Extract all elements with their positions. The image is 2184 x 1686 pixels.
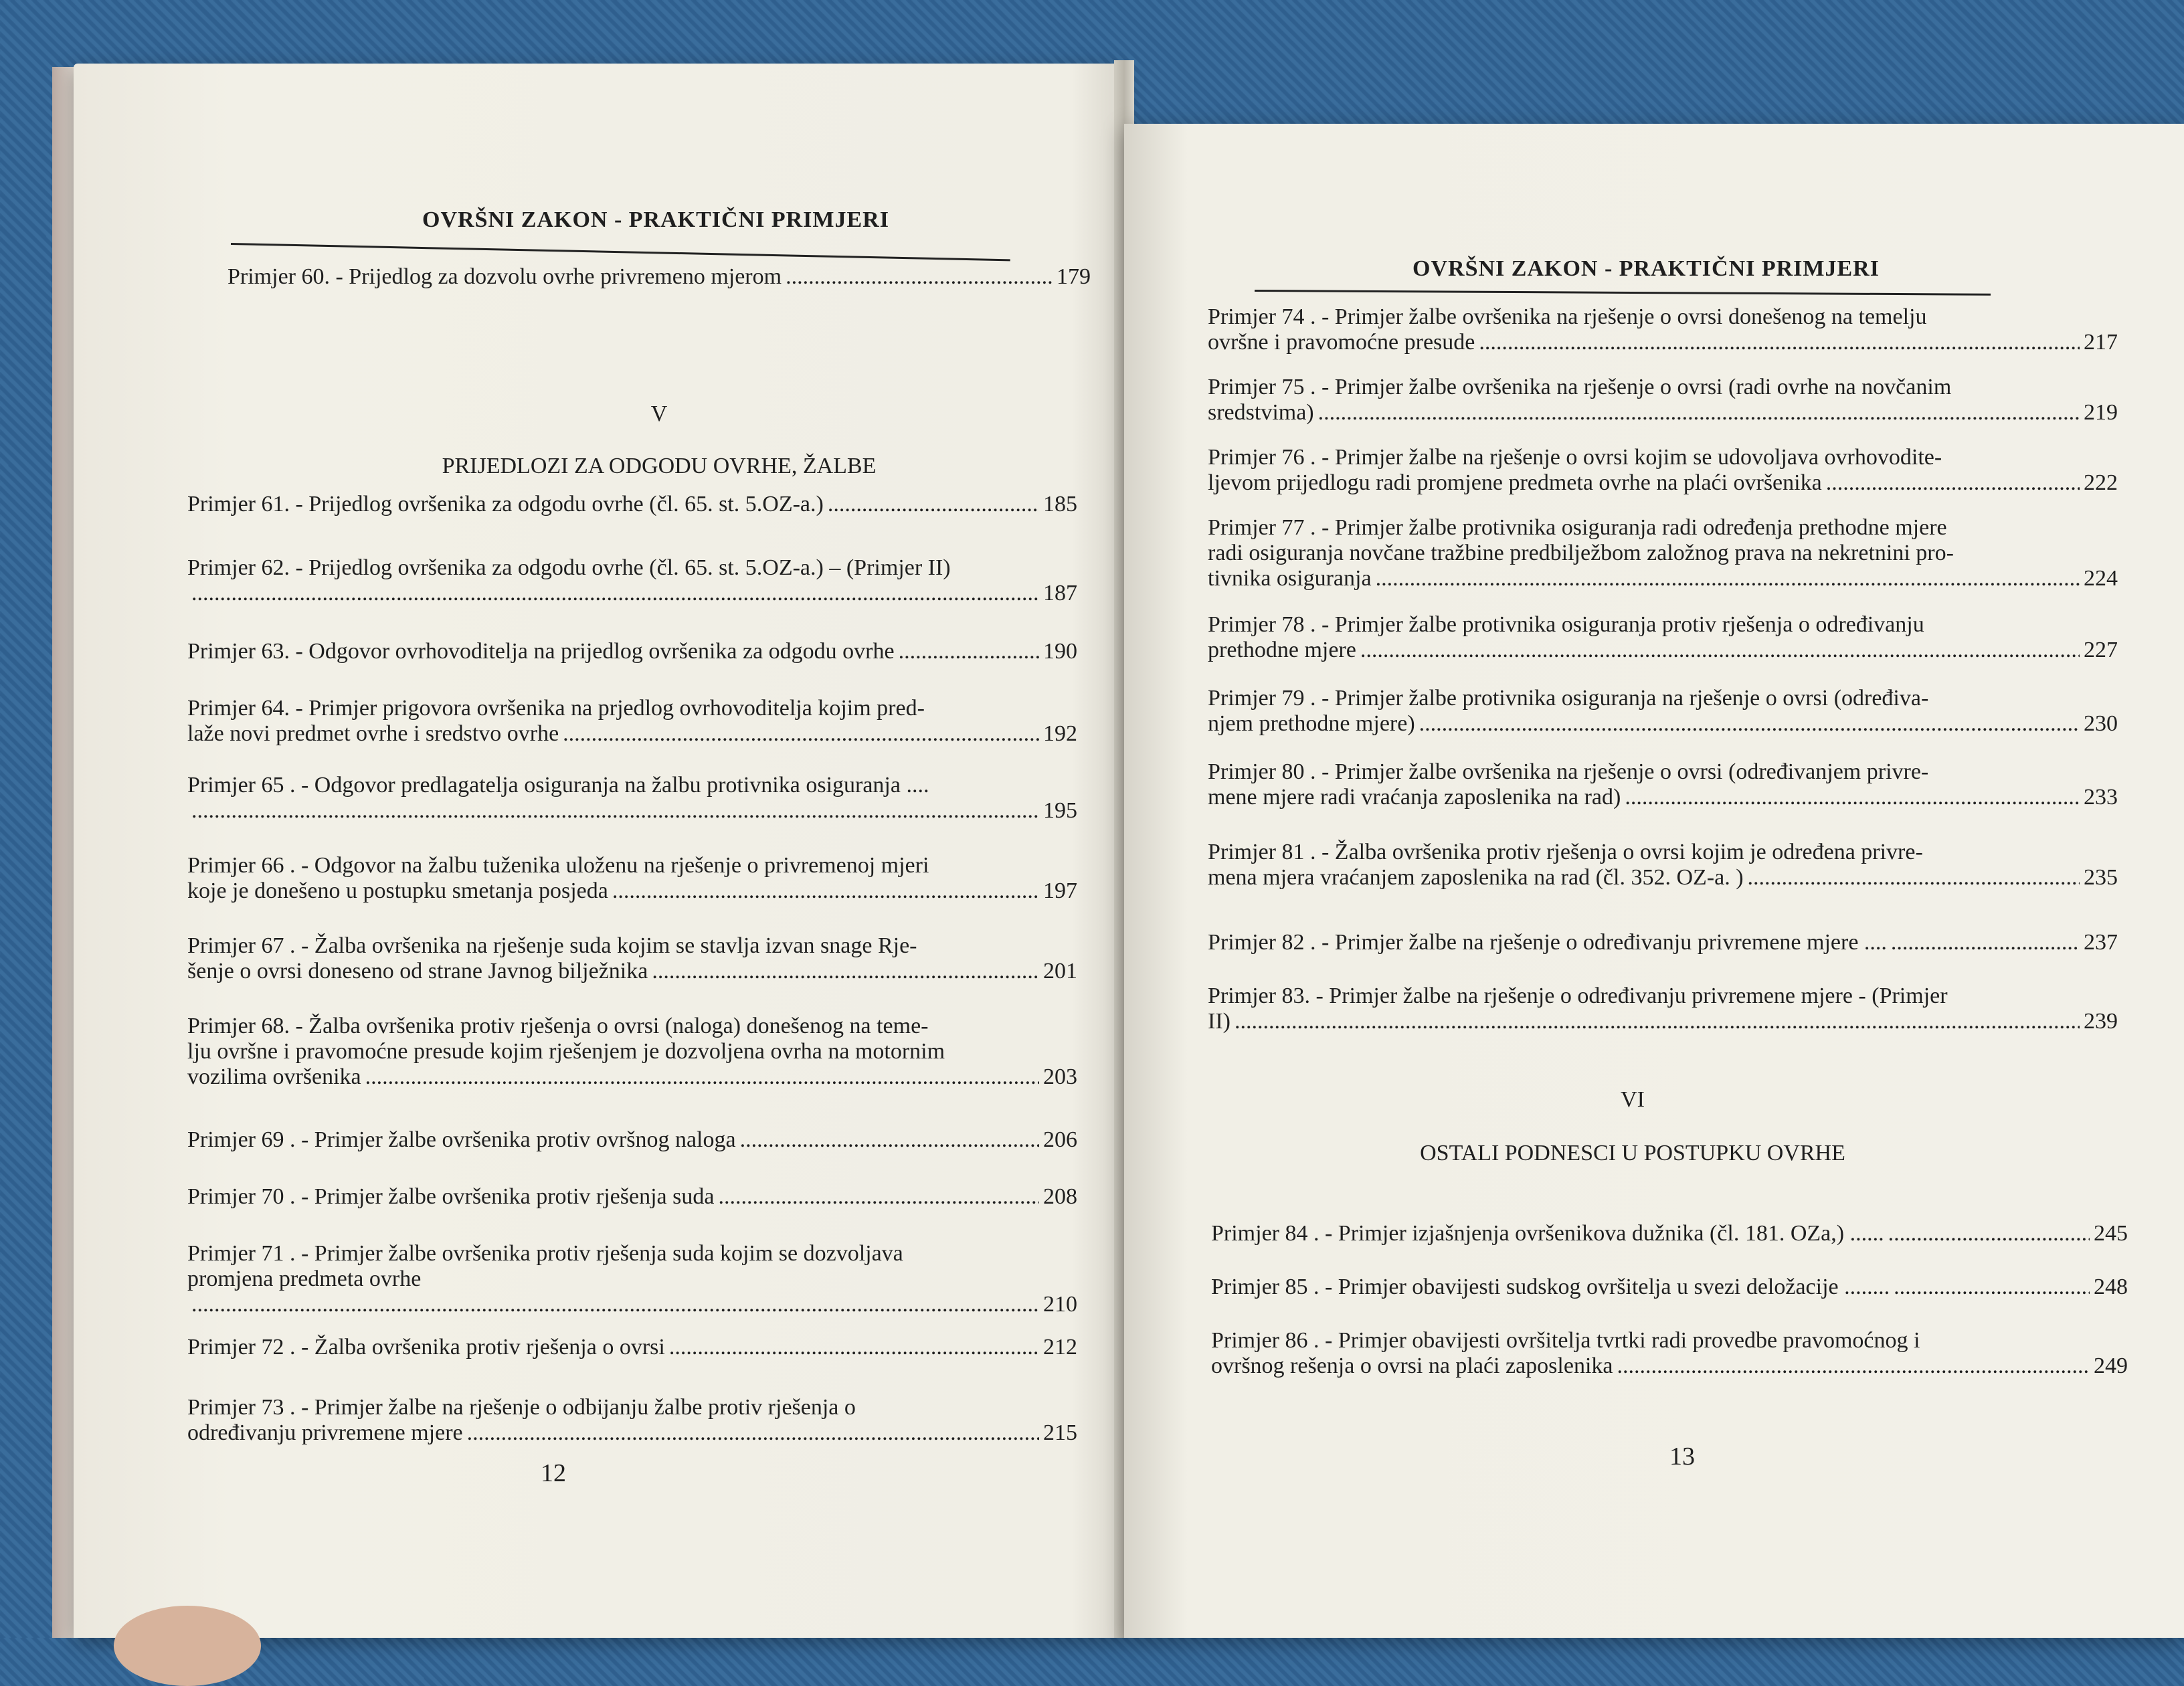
entry-text: Primjer 72 . - Žalba ovršenika protiv rješenja o ovrsi (187, 1335, 665, 1360)
entry-page: 239 (2084, 1009, 2118, 1034)
entry-text: prethodne mjere (1208, 638, 1356, 662)
page-number: 12 (541, 1459, 566, 1487)
toc-entry (187, 773, 1077, 824)
entry-line: promjena predmeta ovrhe (187, 1267, 422, 1291)
entry-line: Primjer 75 . - Primjer žalbe ovršenika na rješenje o ovrsi (radi ovrhe na novčanim (1208, 375, 1952, 399)
thumb (114, 1606, 261, 1686)
toc-entry (187, 1241, 1077, 1317)
entry-page: 210 (1043, 1292, 1077, 1317)
left-page (74, 64, 1124, 1638)
leader-dots (1888, 1221, 2090, 1246)
toc-entry (1211, 1328, 2128, 1379)
entry-line: Primjer 80 . - Primjer žalbe ovršenika na rješenje o ovrsi (određivanjem privre- (1208, 759, 1929, 784)
entry-text: Primjer 61. - Prijedlog ovršenika za odgodu ovrhe (čl. 65. st. 5.OZ-a.) (187, 492, 824, 517)
entry-text: tivnika osiguranja (1208, 566, 1372, 591)
entry-page: 208 (1043, 1184, 1077, 1209)
leader-dots (1625, 785, 2080, 810)
header-rule (231, 243, 1010, 261)
section-title: PRIJEDLOZI ZA ODGODU OVRHE, ŽALBE (442, 454, 877, 478)
toc-entry (1208, 686, 2118, 737)
entry-text: njem prethodne mjere) (1208, 711, 1415, 736)
entry-text: mena mjera vraćanjem zaposlenika na rad (čl. 352. OZ-a. ) (1208, 865, 1744, 890)
toc-entry (187, 639, 1077, 664)
entry-line: Primjer 86 . - Primjer obavijesti ovršitelja tvrtki radi provedbe pravomoćnog i (1211, 1328, 1920, 1353)
entry-page: 187 (1043, 581, 1077, 605)
entry-text: vozilima ovršenika (187, 1064, 361, 1089)
toc-entry (1208, 759, 2118, 810)
entry-page: 185 (1043, 492, 1077, 517)
entry-text: Primjer 70 . - Primjer žalbe ovršenika protiv rješenja suda (187, 1184, 715, 1209)
entry-text: ljevom prijedlogu radi promjene predmeta ovrhe na plaći ovršenika (1208, 470, 1822, 495)
entry-text: koje je donešeno u postupku smetanja posjeda (187, 878, 608, 903)
entry-page: 222 (2084, 470, 2118, 495)
page-number: 13 (1669, 1442, 1695, 1471)
entry-text: ovršnog rešenja o ovrsi na plaći zaposlenika (1211, 1353, 1613, 1378)
entry-text: Primjer 85 . - Primjer obavijesti sudskog ovršitelja u svezi deložacije ........ (1211, 1275, 1890, 1299)
toc-entry (187, 1184, 1077, 1210)
header-rule (1255, 290, 1991, 296)
entry-page: 203 (1043, 1064, 1077, 1089)
section-numeral: VI (1621, 1087, 1645, 1112)
entry-text: ovršne i pravomoćne presude (1208, 330, 1475, 355)
toc-entry (1211, 1221, 2128, 1246)
leader-dots (1479, 330, 2080, 355)
right-page (1124, 124, 2184, 1638)
leader-dots (1376, 566, 2080, 591)
entry-line: Primjer 74 . - Primjer žalbe ovršenika na rješenje o ovrsi donešenog na temelju (1208, 304, 1927, 329)
entry-page: 237 (2084, 930, 2118, 955)
entry-page: 217 (2084, 330, 2118, 355)
leader-dots (365, 1064, 1039, 1090)
leader-dots (652, 959, 1039, 984)
entry-page: 195 (1043, 798, 1077, 823)
leader-dots (191, 798, 1039, 824)
toc-entry (1208, 930, 2118, 955)
toc-entry-60 (227, 264, 1091, 290)
toc-entry (187, 1335, 1077, 1360)
toc-entry (1208, 375, 2118, 426)
leader-dots (718, 1184, 1039, 1210)
toc-entry (1211, 1275, 2128, 1300)
entry-page: 192 (1043, 721, 1077, 746)
entry-page: 224 (2084, 566, 2118, 591)
leader-dots (828, 492, 1039, 517)
entry-line: Primjer 77 . - Primjer žalbe protivnika osiguranja radi određenja prethodne mjere (1208, 515, 1947, 540)
entry-page: 245 (2094, 1221, 2128, 1246)
entry-line: Primjer 62. - Prijedlog ovršenika za odgodu ovrhe (čl. 65. st. 5.OZ-a.) – (Primjer II) (187, 555, 951, 580)
leader-dots (899, 639, 1039, 664)
entry-text: sredstvima) (1208, 400, 1314, 425)
entry-text: određivanju privremene mjere (187, 1420, 463, 1445)
section-title: OSTALI PODNESCI U POSTUPKU OVRHE (1420, 1141, 1845, 1165)
leader-dots (1891, 930, 2080, 955)
entry-page: 248 (2094, 1275, 2128, 1299)
section-numeral: V (650, 401, 668, 426)
leader-dots (563, 721, 1039, 747)
toc-entry (1208, 612, 2118, 663)
entry-text: šenje o ovrsi doneseno od strane Javnog bilježnika (187, 959, 648, 983)
toc-entry (187, 1014, 1077, 1090)
entry-text: Primjer 60. - Prijedlog za dozvolu ovrhe privremeno mjerom (227, 264, 782, 289)
leader-dots (1360, 638, 2080, 663)
entry-text: Primjer 82 . - Primjer žalbe na rješenje o određivanju privremene mjere .... (1208, 930, 1887, 955)
entry-text: mene mjere radi vraćanja zaposlenika na rad) (1208, 785, 1621, 810)
toc-entry (1208, 304, 2118, 355)
entry-line: Primjer 83. - Primjer žalbe na rješenje o određivanju privremene mjere - (Primjer (1208, 983, 1948, 1008)
toc-entry (1208, 445, 2118, 496)
toc-entry (1208, 515, 2118, 591)
toc-entry (187, 1395, 1077, 1446)
entry-text: Primjer 69 . - Primjer žalbe ovršenika protiv ovršnog naloga (187, 1127, 736, 1152)
toc-entry (187, 492, 1077, 517)
entry-text: Primjer 84 . - Primjer izjašnjenja ovršenikova dužnika (čl. 181. OZa,) ...... (1211, 1221, 1884, 1246)
entry-line: Primjer 65 . - Odgovor predlagatelja osiguranja na žalbu protivnika osiguranja .... (187, 773, 929, 798)
leader-dots (1419, 711, 2080, 737)
toc-entry (187, 853, 1077, 904)
entry-line: Primjer 66 . - Odgovor na žalbu tuženika uloženu na rješenje o privremenoj mjeri (187, 853, 929, 878)
entry-text: Primjer 63. - Odgovor ovrhovoditelja na prijedlog ovršenika za odgodu ovrhe (187, 639, 895, 664)
entry-text: laže novi predmet ovrhe i sredstvo ovrhe (187, 721, 559, 746)
entry-page: 219 (2084, 400, 2118, 425)
entry-page: 249 (2094, 1353, 2128, 1378)
leader-dots (1318, 400, 2080, 426)
toc-entry (187, 1127, 1077, 1153)
toc-entry (1208, 840, 2118, 891)
entry-line: radi osiguranja novčane tražbine predbilježbom založnog prava na nekretnini pro- (1208, 541, 1954, 565)
toc-entry (1208, 983, 2118, 1034)
toc-entry (187, 933, 1077, 984)
leader-dots (467, 1420, 1039, 1446)
entry-line: Primjer 64. - Primjer prigovora ovršenika na prjedlog ovrhovoditelja kojim pred- (187, 696, 925, 721)
entry-page: 233 (2084, 785, 2118, 810)
entry-page: 230 (2084, 711, 2118, 736)
entry-line: Primjer 71 . - Primjer žalbe ovršenika protiv rješenja suda kojim se dozvoljava (187, 1241, 903, 1266)
entry-page: 212 (1043, 1335, 1077, 1360)
entry-page: 190 (1043, 639, 1077, 664)
entry-line: Primjer 68. - Žalba ovršenika protiv rješenja o ovrsi (naloga) donešenog na teme- (187, 1014, 929, 1038)
leader-dots (669, 1335, 1039, 1360)
entry-page: 179 (1057, 264, 1091, 289)
entry-line: Primjer 79 . - Primjer žalbe protivnika osiguranja na rješenje o ovrsi (određiva- (1208, 686, 1929, 711)
entry-page: 235 (2084, 865, 2118, 890)
leader-dots (191, 1292, 1039, 1317)
entry-line: Primjer 67 . - Žalba ovršenika na rješenje suda kojim se stavlja izvan snage Rje- (187, 933, 917, 958)
leader-dots (1235, 1009, 2080, 1034)
leader-dots (191, 581, 1039, 606)
right-page-header: OVRŠNI ZAKON - PRAKTIČNI PRIMJERI (1413, 256, 1880, 281)
entry-page: 227 (2084, 638, 2118, 662)
leader-dots (786, 264, 1053, 290)
entry-text: II) (1208, 1009, 1231, 1034)
leader-dots (740, 1127, 1039, 1153)
toc-entry (187, 555, 1077, 606)
entry-page: 201 (1043, 959, 1077, 983)
entry-line: Primjer 76 . - Primjer žalbe na rješenje o ovrsi kojim se udovoljava ovrhovodite- (1208, 445, 1942, 470)
entry-line: lju ovršne i pravomoćne presude kojim rješenjem je dozvoljena ovrha na motornim (187, 1039, 945, 1064)
leader-dots (1617, 1353, 2090, 1379)
entry-page: 215 (1043, 1420, 1077, 1445)
leader-dots (1894, 1275, 2090, 1300)
leader-dots (612, 878, 1039, 904)
entry-line: Primjer 73 . - Primjer žalbe na rješenje o odbijanju žalbe protiv rješenja o (187, 1395, 856, 1420)
entry-page: 197 (1043, 878, 1077, 903)
entry-line: Primjer 81 . - Žalba ovršenika protiv rješenja o ovrsi kojim je određena privre- (1208, 840, 1923, 864)
entry-line: Primjer 78 . - Primjer žalbe protivnika osiguranja protiv rješenja o određivanju (1208, 612, 1924, 637)
toc-entry (187, 696, 1077, 747)
leader-dots (1748, 865, 2080, 891)
left-page-header: OVRŠNI ZAKON - PRAKTIČNI PRIMJERI (422, 207, 889, 232)
entry-page: 206 (1043, 1127, 1077, 1152)
leader-dots (1826, 470, 2080, 496)
